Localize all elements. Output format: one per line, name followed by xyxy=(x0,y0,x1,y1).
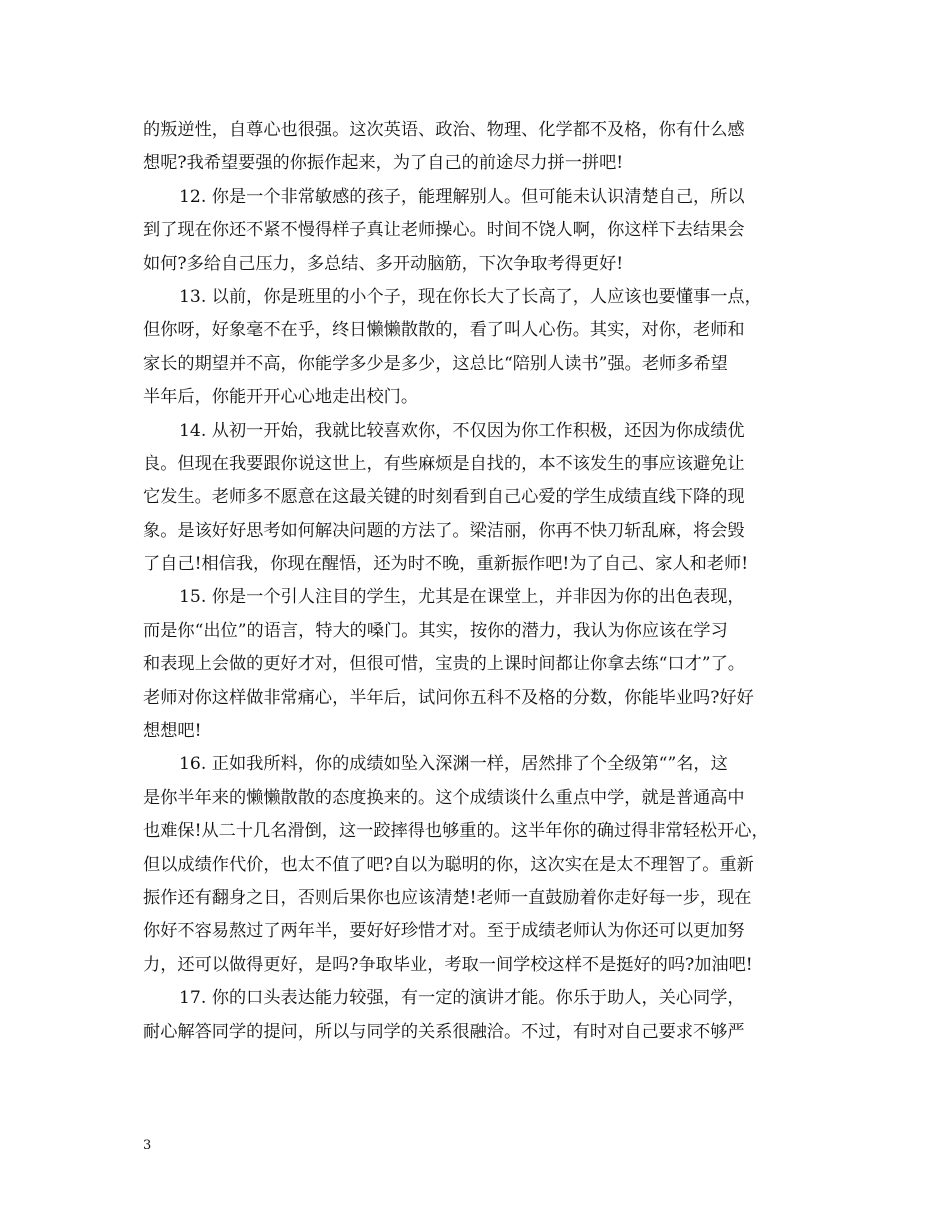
text-line: 象。是该好好思考如何解决问题的方法了。梁洁丽，你再不快刀斩乱麻，将会毁 xyxy=(143,520,745,541)
text-line: 耐心解答同学的提问，所以与同学的关系很融洽。不过，有时对自己要求不够严 xyxy=(143,1021,745,1042)
text-line: 而是你“出位”的语言，特大的嗓门。其实，按你的潜力，我认为你应该在学习 xyxy=(143,620,728,641)
paragraph-first-line: 13. 以前，你是班里的小个子，现在你长大了长高了，人应该也要懂事一点， xyxy=(179,286,762,307)
text-line: 了自己!相信我，你现在醒悟，还为时不晚，重新振作吧!为了自己、家人和老师! xyxy=(143,554,749,575)
text-line: 到了现在你还不紧不慢得样子真让老师操心。时间不饶人啊，你这样下去结果会 xyxy=(143,220,745,241)
document-body xyxy=(143,114,823,1049)
text-line: 力，还可以做得更好，是吗?争取毕业，考取一间学校这样不是挺好的吗?加油吧! xyxy=(143,954,753,975)
text-line: 但你呀，好象毫不在乎，终日懒懒散散的，看了叫人心伤。其实，对你，老师和 xyxy=(143,320,745,341)
text-line: 它发生。老师多不愿意在这最关键的时刻看到自己心爱的学生成绩直线下降的现 xyxy=(143,487,745,508)
text-line: 振作还有翻身之日，否则后果你也应该清楚!老师一直鼓励着你走好每一步，现在 xyxy=(143,887,752,908)
text-line: 老师对你这样做非常痛心，半年后，试问你五科不及格的分数，你能毕业吗?好好 xyxy=(143,687,754,708)
text-line: 但以成绩作代价，也太不值了吧?自以为聪明的你，这次实在是太不理智了。重新 xyxy=(143,854,754,875)
text-line: 想想吧! xyxy=(143,721,202,742)
text-line: 和表现上会做的更好才对，但很可惜，宝贵的上课时间都让你拿去练“口才”了。 xyxy=(143,654,745,675)
text-line: 良。但现在我要跟你说这世上，有些麻烦是自找的，本不该发生的事应该避免让 xyxy=(143,453,745,474)
paragraph-first-line: 17. 你的口头表达能力较强，有一定的演讲才能。你乐于助人，关心同学， xyxy=(179,988,745,1009)
paragraph-first-line: 16. 正如我所料，你的成绩如坠入深渊一样，居然排了个全级第“”名，这 xyxy=(179,754,728,775)
text-line: 家长的期望并不高，你能学多少是多少，这总比“陪别人读书”强。老师多希望 xyxy=(143,353,728,374)
text-line: 也难保!从二十几名滑倒，这一跤摔得也够重的。这半年你的确过得非常轻松开心， xyxy=(143,821,769,842)
text-line: 的叛逆性，自尊心也很强。这次英语、政治、物理、化学都不及格，你有什么感 xyxy=(143,120,745,140)
text-line: 是你半年来的懒懒散散的态度换来的。这个成绩谈什么重点中学，就是普通高中 xyxy=(143,787,745,808)
paragraph-first-line: 14. 从初一开始，我就比较喜欢你，不仅因为你工作积极，还因为你成绩优 xyxy=(179,420,745,441)
page-number: 3 xyxy=(143,1138,152,1153)
text-line: 半年后，你能开开心心地走出校门。 xyxy=(143,387,419,408)
text-line: 你好不容易熬过了两年半，要好好珍惜才对。至于成绩老师认为你还可以更加努 xyxy=(143,921,745,942)
paragraph-first-line: 15. 你是一个引人注目的学生，尤其是在课堂上，并非因为你的出色表现， xyxy=(179,587,745,608)
text-line: 想呢?我希望要强的你振作起来，为了自己的前途尽力拼一拼吧! xyxy=(143,153,624,174)
paragraph-first-line: 12. 你是一个非常敏感的孩子，能理解别人。但可能未认识清楚自己，所以 xyxy=(179,186,745,207)
text-line: 如何?多给自己压力，多总结、多开动脑筋，下次争取考得更好! xyxy=(143,253,624,274)
